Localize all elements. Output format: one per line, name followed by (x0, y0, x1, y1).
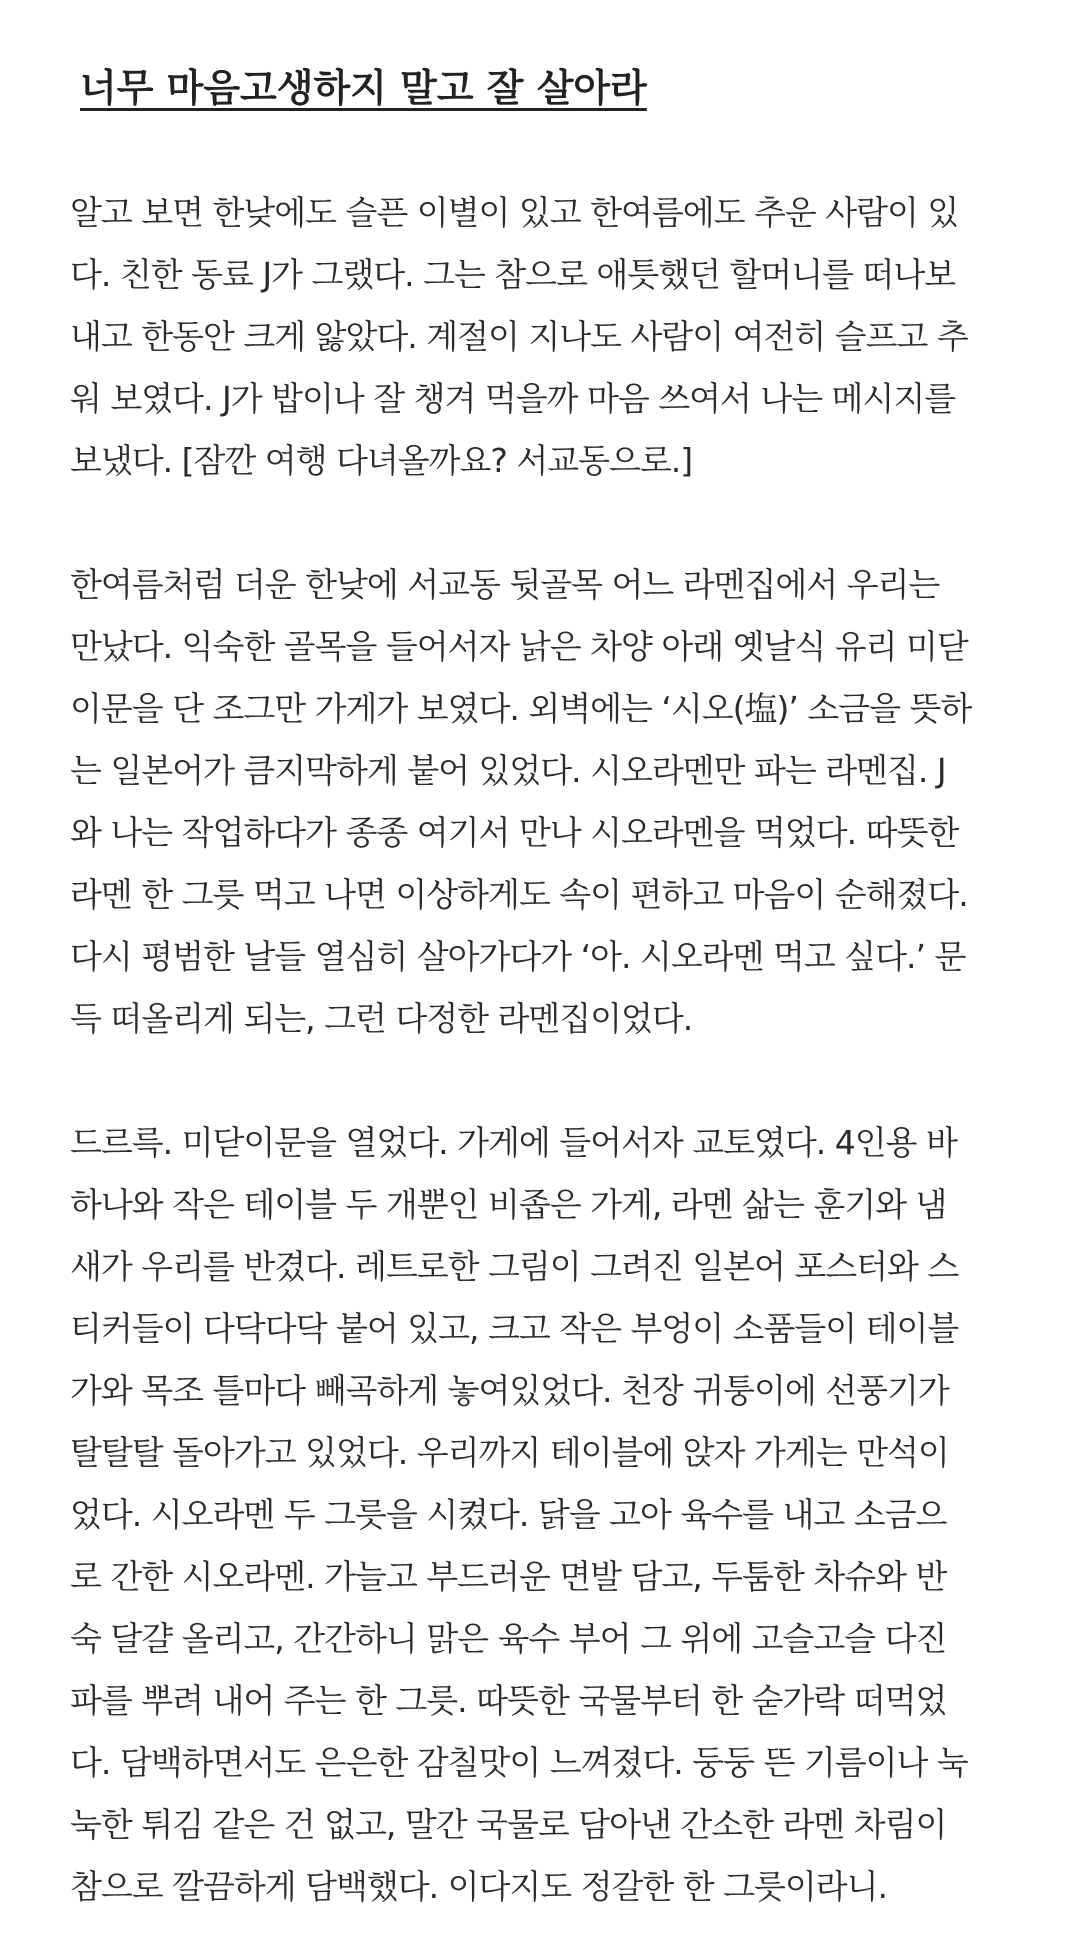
paragraph-line: 알고 보면 한낮에도 슬픈 이별이 있고 한여름에도 추운 사람이 있 (70, 193, 959, 232)
paragraph-3 (70, 1112, 968, 1918)
paragraph-line: 만났다. 익숙한 골목을 들어서자 낡은 차양 아래 옛날식 유리 미닫 (70, 627, 968, 666)
paragraph-line: 보냈다. [잠깐 여행 다녀올까요? 서교동으로.] (70, 441, 693, 480)
paragraph-line: 이문을 단 조그만 가게가 보였다. 외벽에는 ‘시오(塩)’ 소금을 뜻하 (70, 689, 972, 728)
article (70, 48, 1020, 1906)
paragraph-line: 라멘 한 그릇 먹고 나면 이상하게도 속이 편하고 마음이 순해졌다. (70, 875, 968, 914)
paragraph-line: 탈탈탈 돌아가고 있었다. 우리까지 테이블에 앉자 가게는 만석이 (70, 1433, 949, 1472)
paragraph-line: 로 간한 시오라멘. 가늘고 부드러운 면발 담고, 두툼한 차슈와 반 (70, 1557, 947, 1596)
paragraph-line: 새가 우리를 반겼다. 레트로한 그림이 그려진 일본어 포스터와 스 (70, 1247, 959, 1286)
paragraph-line: 워 보였다. J가 밥이나 잘 챙겨 먹을까 마음 쓰여서 나는 메시지를 (70, 379, 956, 418)
paragraph-line: 참으로 깔끔하게 담백했다. 이다지도 정갈한 한 그릇이라니. (70, 1867, 887, 1906)
paragraph-2 (70, 554, 971, 1050)
paragraph-line: 와 나는 작업하다가 종종 여기서 만나 시오라멘을 먹었다. 따뜻한 (70, 813, 959, 852)
paragraph-line: 숙 달걀 올리고, 간간하니 맑은 육수 부어 그 위에 고슬고슬 다진 (70, 1619, 947, 1658)
paragraph-line: 내고 한동안 크게 앓았다. 계절이 지나도 사람이 여전히 슬프고 추 (70, 317, 968, 356)
paragraph-line: 티커들이 다닥다닥 붙어 있고, 크고 작은 부엉이 소품들이 테이블 (70, 1309, 959, 1348)
paragraph-line: 하나와 작은 테이블 두 개뿐인 비좁은 가게, 라멘 삶는 훈기와 냄 (70, 1185, 947, 1224)
paragraph-line: 득 떠올리게 되는, 그런 다정한 라멘집이었다. (70, 999, 693, 1038)
paragraph-line: 다시 평범한 날들 열심히 살아가다가 ‘아. 시오라멘 먹고 싶다.’ 문 (70, 937, 966, 976)
paragraph-line: 드르륵. 미닫이문을 열었다. 가게에 들어서자 교토였다. 4인용 바 (70, 1123, 957, 1162)
paragraph-1 (70, 182, 968, 492)
paragraph-line: 다. 친한 동료 J가 그랬다. 그는 참으로 애틋했던 할머니를 떠나보 (70, 255, 956, 294)
paragraph-line: 는 일본어가 큼지막하게 붙어 있었다. 시오라멘만 파는 라멘집. J (70, 751, 946, 790)
paragraph-line: 눅한 튀김 같은 건 없고, 말간 국물로 담아낸 간소한 라멘 차림이 (70, 1805, 947, 1844)
article-title: 너무 마음고생하지 말고 잘 살아라 (80, 66, 647, 110)
paragraph-line: 었다. 시오라멘 두 그릇을 시켰다. 닭을 고아 육수를 내고 소금으 (70, 1495, 947, 1534)
paragraph-line: 다. 담백하면서도 은은한 감칠맛이 느껴졌다. 둥둥 뜬 기름이나 눅 (70, 1743, 968, 1782)
paragraph-line: 한여름처럼 더운 한낮에 서교동 뒷골목 어느 라멘집에서 우리는 (70, 565, 940, 604)
paragraph-line: 가와 목조 틀마다 빼곡하게 놓여있었다. 천장 귀퉁이에 선풍기가 (70, 1371, 949, 1410)
paragraph-line: 파를 뿌려 내어 주는 한 그릇. 따뜻한 국물부터 한 숟가락 떠먹었 (70, 1681, 947, 1720)
